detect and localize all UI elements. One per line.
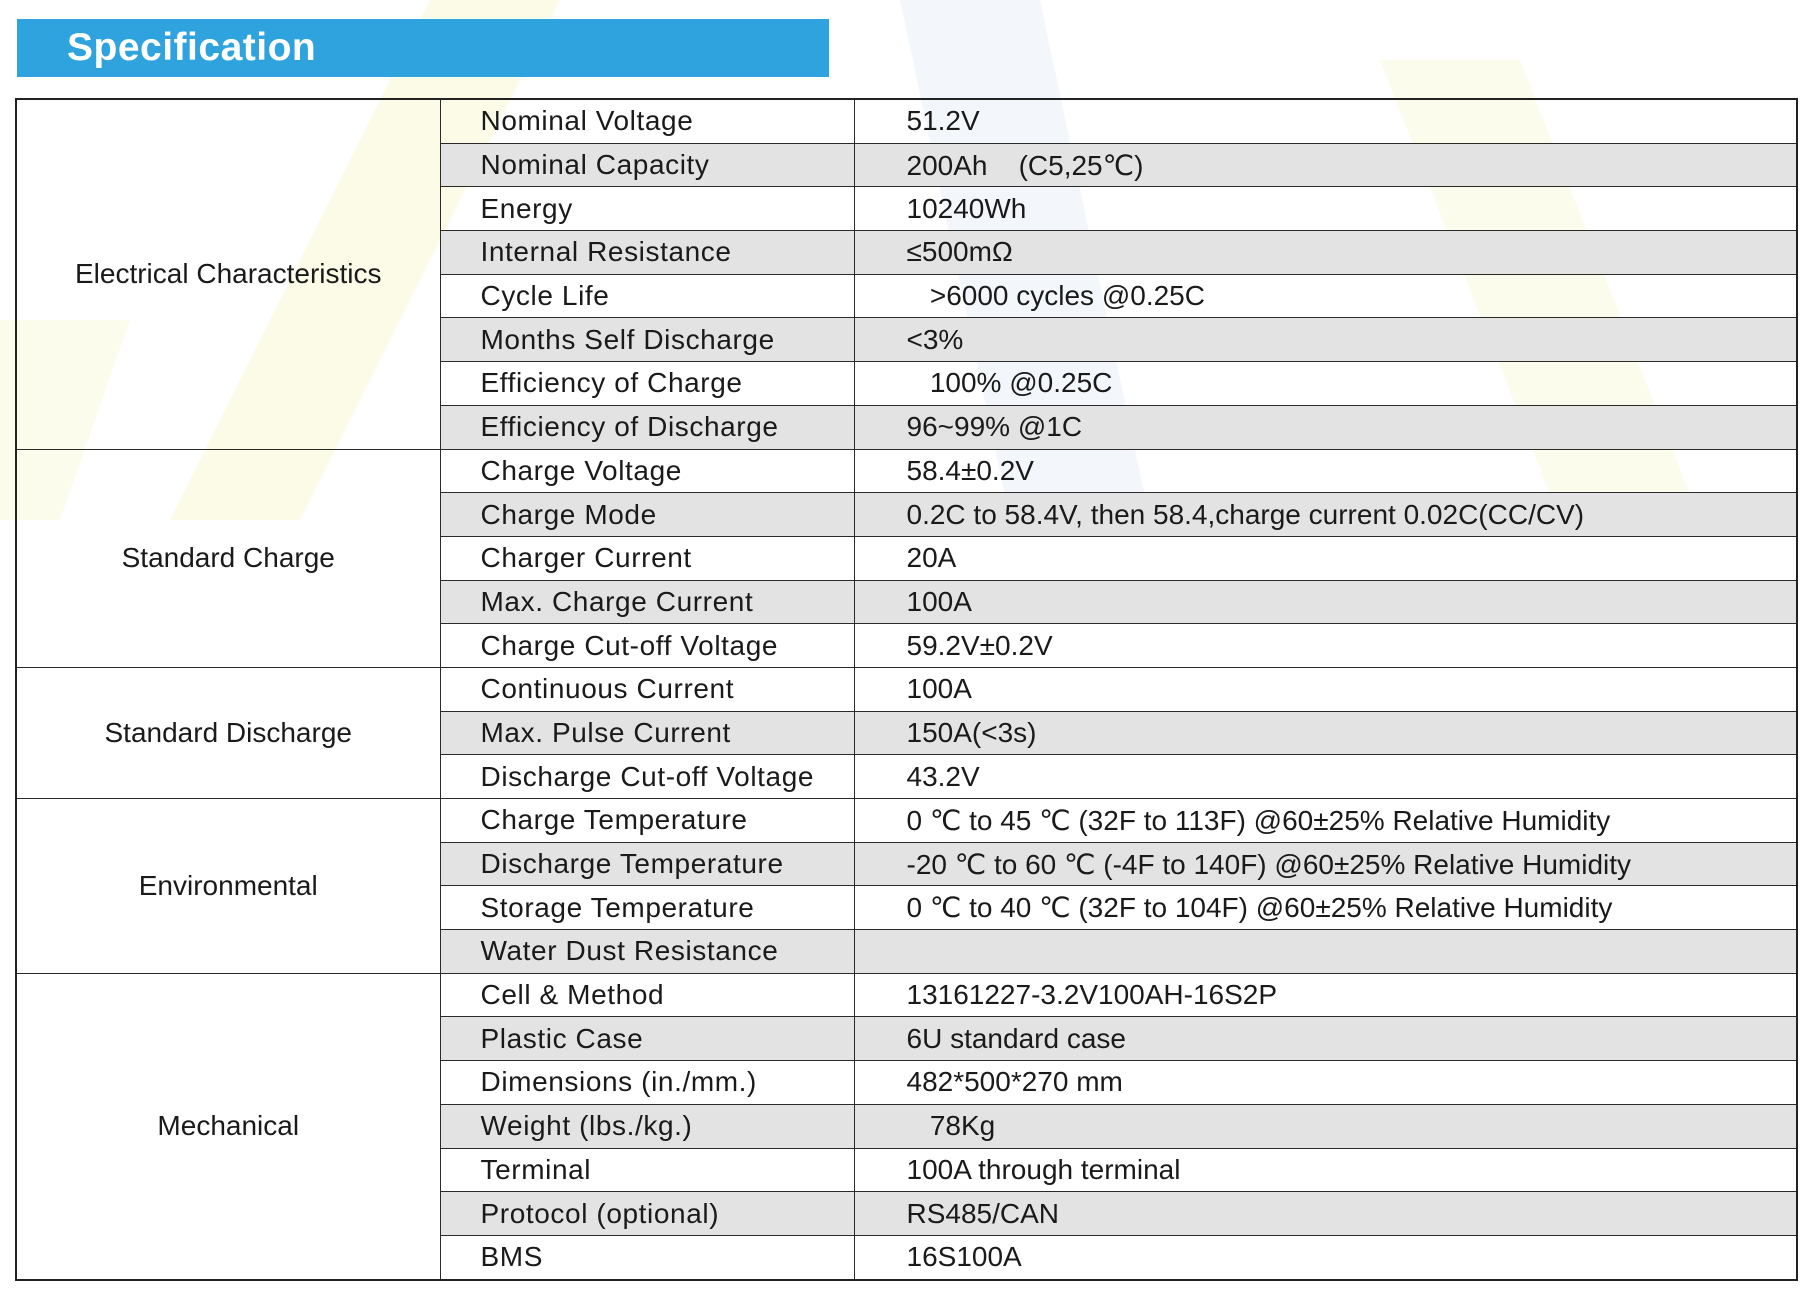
value-cell: 6U standard case: [854, 1017, 1797, 1061]
value-cell: 482*500*270 mm: [854, 1061, 1797, 1105]
parameter-cell: Continuous Current: [440, 667, 854, 711]
parameter-cell: Nominal Voltage: [440, 99, 854, 143]
parameter-cell: Cell & Method: [440, 973, 854, 1017]
value-cell: 20A: [854, 536, 1797, 580]
value-cell: -20 ℃ to 60 ℃ (-4F to 140F) @60±25% Relative Humidity: [854, 842, 1797, 886]
parameter-cell: Charge Mode: [440, 493, 854, 537]
parameter-cell: Weight (lbs./kg.): [440, 1104, 854, 1148]
value-cell: 200Ah (C5,25℃): [854, 143, 1797, 187]
value-cell: 100A: [854, 580, 1797, 624]
value-cell: <3%: [854, 318, 1797, 362]
page-title: Specification: [67, 26, 317, 69]
specification-table: [15, 98, 1798, 1281]
parameter-cell: Cycle Life: [440, 274, 854, 318]
parameter-cell: Dimensions (in./mm.): [440, 1061, 854, 1105]
parameter-cell: Protocol (optional): [440, 1192, 854, 1236]
value-cell: [854, 930, 1797, 974]
parameter-cell: Max. Charge Current: [440, 580, 854, 624]
value-cell: 96~99% @1C: [854, 405, 1797, 449]
value-cell: 0.2C to 58.4V, then 58.4,charge current 0.02C(CC/CV): [854, 493, 1797, 537]
parameter-cell: Plastic Case: [440, 1017, 854, 1061]
parameter-cell: Max. Pulse Current: [440, 711, 854, 755]
value-cell: 16S100A: [854, 1235, 1797, 1280]
parameter-cell: Charge Voltage: [440, 449, 854, 493]
category-cell: Environmental: [16, 799, 440, 974]
table-row: [16, 99, 1797, 143]
value-cell: >6000 cycles @0.25C: [854, 274, 1797, 318]
category-cell: Mechanical: [16, 973, 440, 1280]
value-cell: 0 ℃ to 40 ℃ (32F to 104F) @60±25% Relative Humidity: [854, 886, 1797, 930]
parameter-cell: BMS: [440, 1235, 854, 1280]
table-row: [16, 449, 1797, 493]
value-cell: 43.2V: [854, 755, 1797, 799]
parameter-cell: Discharge Cut-off Voltage: [440, 755, 854, 799]
section-title-bar: [17, 19, 829, 77]
value-cell: ≤500mΩ: [854, 231, 1797, 275]
parameter-cell: Charge Cut-off Voltage: [440, 624, 854, 668]
parameter-cell: Terminal: [440, 1148, 854, 1192]
value-cell: 10240Wh: [854, 187, 1797, 231]
value-cell: 100A: [854, 667, 1797, 711]
parameter-cell: Energy: [440, 187, 854, 231]
parameter-cell: Months Self Discharge: [440, 318, 854, 362]
table-row: [16, 667, 1797, 711]
category-cell: Standard Discharge: [16, 667, 440, 798]
value-cell: 0 ℃ to 45 ℃ (32F to 113F) @60±25% Relative Humidity: [854, 799, 1797, 843]
value-cell: 59.2V±0.2V: [854, 624, 1797, 668]
parameter-cell: Internal Resistance: [440, 231, 854, 275]
parameter-cell: Efficiency of Charge: [440, 362, 854, 406]
parameter-cell: Discharge Temperature: [440, 842, 854, 886]
parameter-cell: Nominal Capacity: [440, 143, 854, 187]
parameter-cell: Charge Temperature: [440, 799, 854, 843]
table-row: [16, 799, 1797, 843]
parameter-cell: Storage Temperature: [440, 886, 854, 930]
category-cell: Electrical Characteristics: [16, 99, 440, 449]
value-cell: RS485/CAN: [854, 1192, 1797, 1236]
value-cell: 100A through terminal: [854, 1148, 1797, 1192]
parameter-cell: Charger Current: [440, 536, 854, 580]
value-cell: 100% @0.25C: [854, 362, 1797, 406]
parameter-cell: Water Dust Resistance: [440, 930, 854, 974]
table-row: [16, 973, 1797, 1017]
value-cell: 78Kg: [854, 1104, 1797, 1148]
value-cell: 150A(<3s): [854, 711, 1797, 755]
value-cell: 13161227-3.2V100AH-16S2P: [854, 973, 1797, 1017]
value-cell: 51.2V: [854, 99, 1797, 143]
value-cell: 58.4±0.2V: [854, 449, 1797, 493]
parameter-cell: Efficiency of Discharge: [440, 405, 854, 449]
category-cell: Standard Charge: [16, 449, 440, 667]
